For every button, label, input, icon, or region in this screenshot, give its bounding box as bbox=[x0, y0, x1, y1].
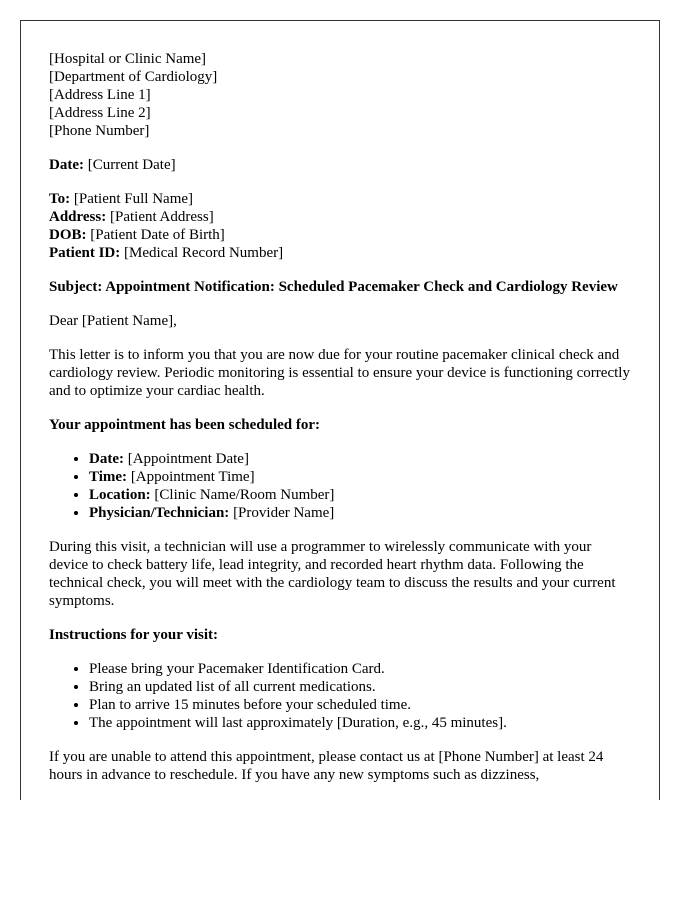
date-label: Date: bbox=[49, 157, 84, 173]
list-item bbox=[89, 468, 634, 486]
appointment-provider-value: [Provider Name] bbox=[233, 505, 335, 521]
recipient-block bbox=[49, 190, 634, 262]
visit-paragraph: During this visit, a technician will use a programmer to wirelessly communicate with your device to check battery life, lead integrity, and recorded heart rhythm data. Following the technical check, you will meet with the cardiology team to discuss the results and your current symptoms. bbox=[49, 539, 616, 609]
recipient-dob-value: [Patient Date of Birth] bbox=[90, 227, 225, 243]
recipient-to bbox=[49, 190, 634, 208]
appointment-date-value: [Appointment Date] bbox=[127, 451, 249, 467]
list-item: • Bring an updated list of all current medications. bbox=[89, 678, 634, 696]
date-value: [Current Date] bbox=[87, 157, 176, 173]
recipient-dob-label: DOB: bbox=[49, 227, 87, 243]
recipient-address bbox=[49, 208, 634, 226]
letter-page bbox=[20, 20, 660, 800]
recipient-to-label: To: bbox=[49, 191, 71, 207]
letterhead bbox=[49, 50, 634, 140]
letter-subject: Subject: Appointment Notification: Scheduled Pacemaker Check and Cardiology Review bbox=[49, 279, 618, 295]
appointment-time-value: [Appointment Time] bbox=[130, 469, 255, 485]
recipient-dob bbox=[49, 226, 634, 244]
recipient-to-value: [Patient Full Name] bbox=[73, 191, 194, 207]
closing-paragraph: If you are unable to attend this appointment, please contact us at [Phone Number] at least 24 hours in advance to reschedule. If you have any new symptoms such as dizziness, bbox=[49, 749, 604, 783]
appointment-date-label: Date: bbox=[89, 451, 124, 467]
letterhead-department: [Department of Cardiology] bbox=[49, 69, 218, 85]
recipient-patient-id bbox=[49, 244, 634, 262]
intro-paragraph: This letter is to inform you that you are now due for your routine pacemaker clinical check and cardiology review. Periodic monitoring is essential to ensure your device is functioning correctly and to optimize your cardiac health. bbox=[49, 347, 630, 399]
recipient-id-label: Patient ID: bbox=[49, 245, 121, 261]
appointment-time-label: Time: bbox=[89, 469, 128, 485]
list-item: • Plan to arrive 15 minutes before your scheduled time. bbox=[89, 696, 634, 714]
list-item bbox=[89, 486, 634, 504]
letter-salutation: Dear [Patient Name], bbox=[49, 313, 177, 329]
recipient-address-label: Address: bbox=[49, 209, 107, 225]
letterhead-hospital-name: [Hospital or Clinic Name] bbox=[49, 51, 207, 67]
appointment-provider-label: Physician/Technician: bbox=[89, 505, 230, 521]
letter-date bbox=[49, 156, 634, 174]
list-item bbox=[89, 450, 634, 468]
letterhead-address-line-1: [Address Line 1] bbox=[49, 87, 151, 103]
appointment-details-list bbox=[49, 450, 634, 522]
list-item: • The appointment will last approximately [Duration, e.g., 45 minutes]. bbox=[89, 714, 634, 732]
instructions-heading: Instructions for your visit: bbox=[49, 627, 219, 643]
recipient-id-value: [Medical Record Number] bbox=[124, 245, 284, 261]
recipient-address-value: [Patient Address] bbox=[109, 209, 214, 225]
instructions-list bbox=[49, 660, 634, 732]
letter-content bbox=[49, 50, 634, 800]
letterhead-address-line-2: [Address Line 2] bbox=[49, 105, 151, 121]
appointment-location-label: Location: bbox=[89, 487, 151, 503]
appointment-heading: Your appointment has been scheduled for: bbox=[49, 417, 321, 433]
appointment-location-value: [Clinic Name/Room Number] bbox=[154, 487, 335, 503]
letterhead-phone: [Phone Number] bbox=[49, 123, 150, 139]
list-item: • Please bring your Pacemaker Identification Card. bbox=[89, 660, 634, 678]
list-item bbox=[89, 504, 634, 522]
